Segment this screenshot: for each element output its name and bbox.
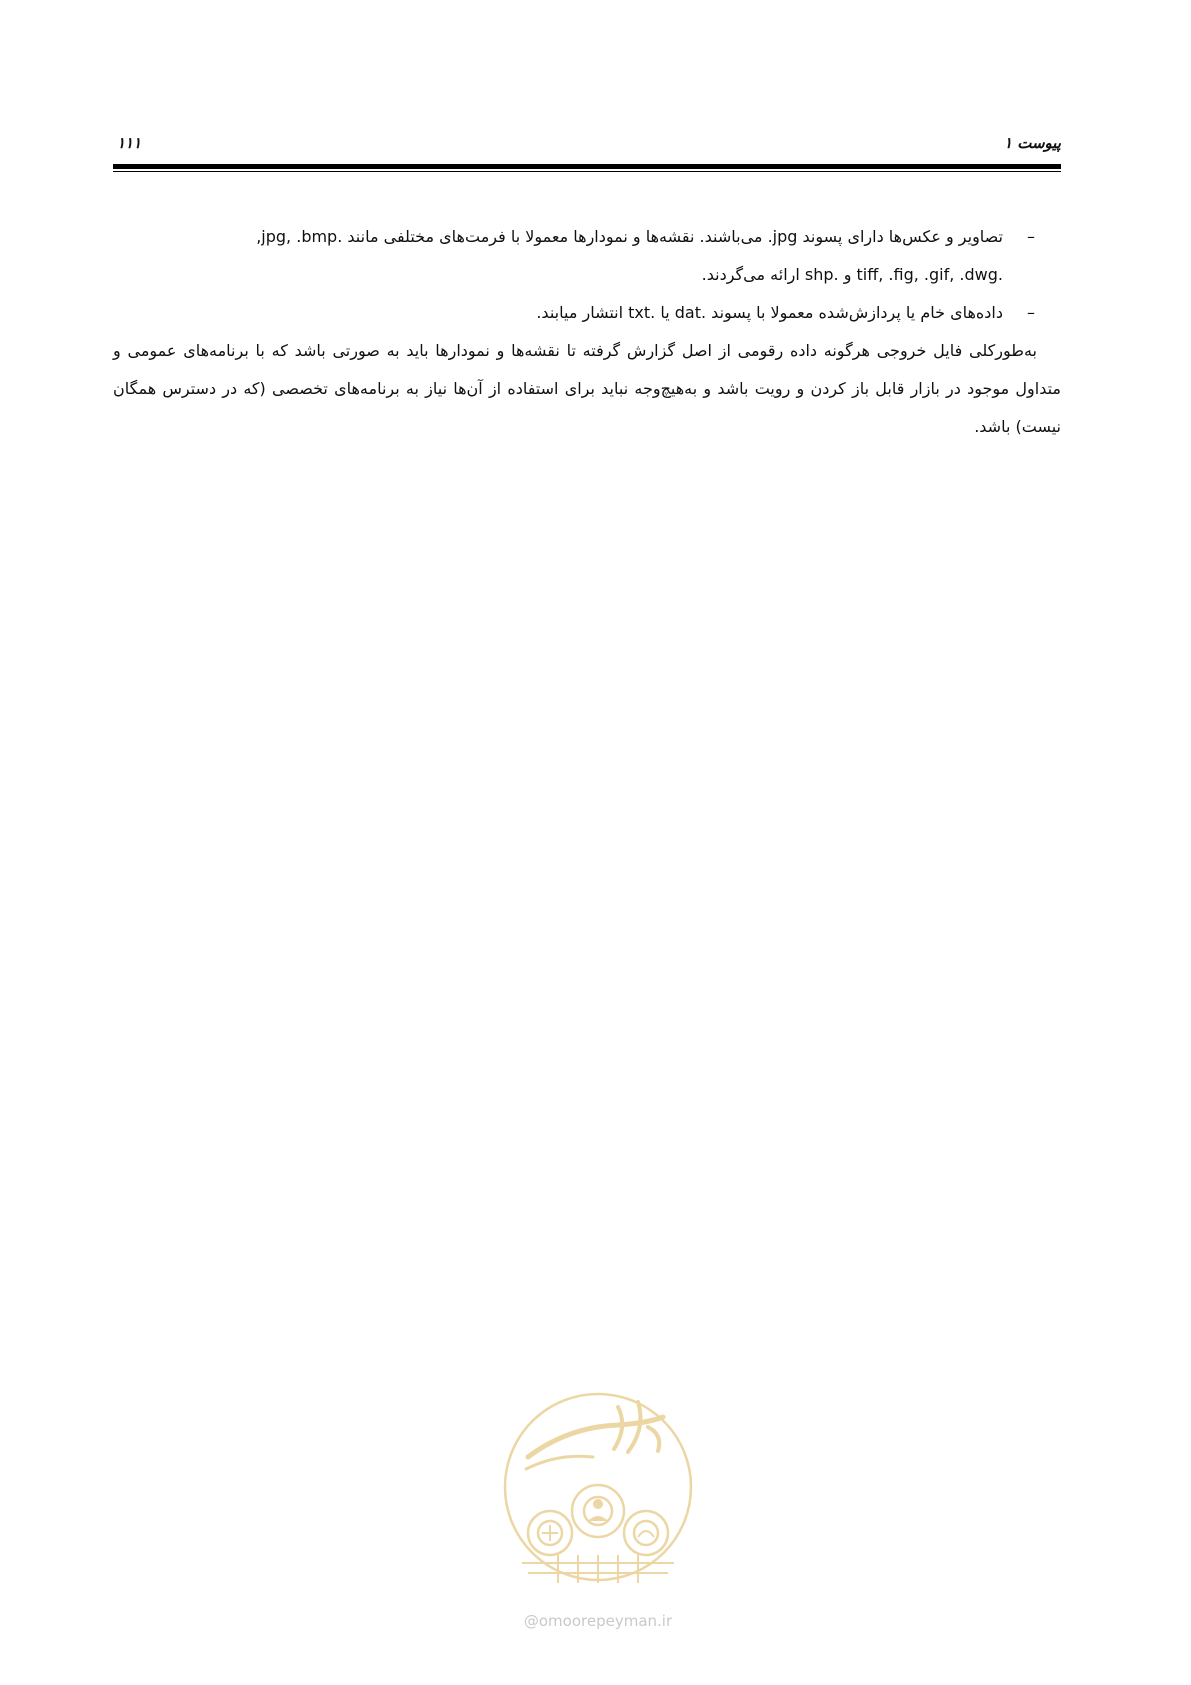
header-rule-thick	[113, 164, 1061, 169]
chapter-title: پیوست ۱	[1003, 134, 1061, 152]
bullet-line: .tiff, .fig, .gif, .dwg و .shp ارائه می‌گردند.	[701, 265, 1003, 284]
bullet-dash: –	[1027, 227, 1035, 246]
bullet-item-images	[113, 218, 1061, 294]
bullet-dash: –	[1027, 303, 1035, 322]
header-rule-thin	[113, 171, 1061, 172]
bullet-line: تصاویر و عکس‌ها دارای پسوند jpg. می‌باشند. نقشه‌ها و نمودارها معمولا با فرمت‌های مختلفی مانند .jpg, .bmp,	[256, 227, 1003, 246]
bullet-line: داده‌های خام یا پردازش‌شده معمولا با پسوند .dat یا .txt انتشار میابند.	[536, 303, 1003, 322]
watermark-logo	[498, 1387, 698, 1587]
body-content	[113, 218, 1061, 446]
watermark-url: @omoorepeyman.ir	[523, 1612, 673, 1630]
page-header	[113, 134, 1061, 154]
page-number: ۱۱۱	[117, 134, 142, 152]
bullet-item-data	[113, 294, 1061, 332]
body-paragraph: به‌طورکلی فایل خروجی هرگونه داده رقومی از اصل گزارش گرفته تا نقشه‌ها و نمودارها باید به صورتی باشد که با برنامه‌های عمومی و متداول موجود در بازار قابل باز کردن و رویت باشد و به‌هیچ‌وجه نباید برای استفاده از آن‌ها نیاز به برنامه‌های تخصصی (که در دسترس همگان نیست) باشد.	[113, 341, 1061, 436]
